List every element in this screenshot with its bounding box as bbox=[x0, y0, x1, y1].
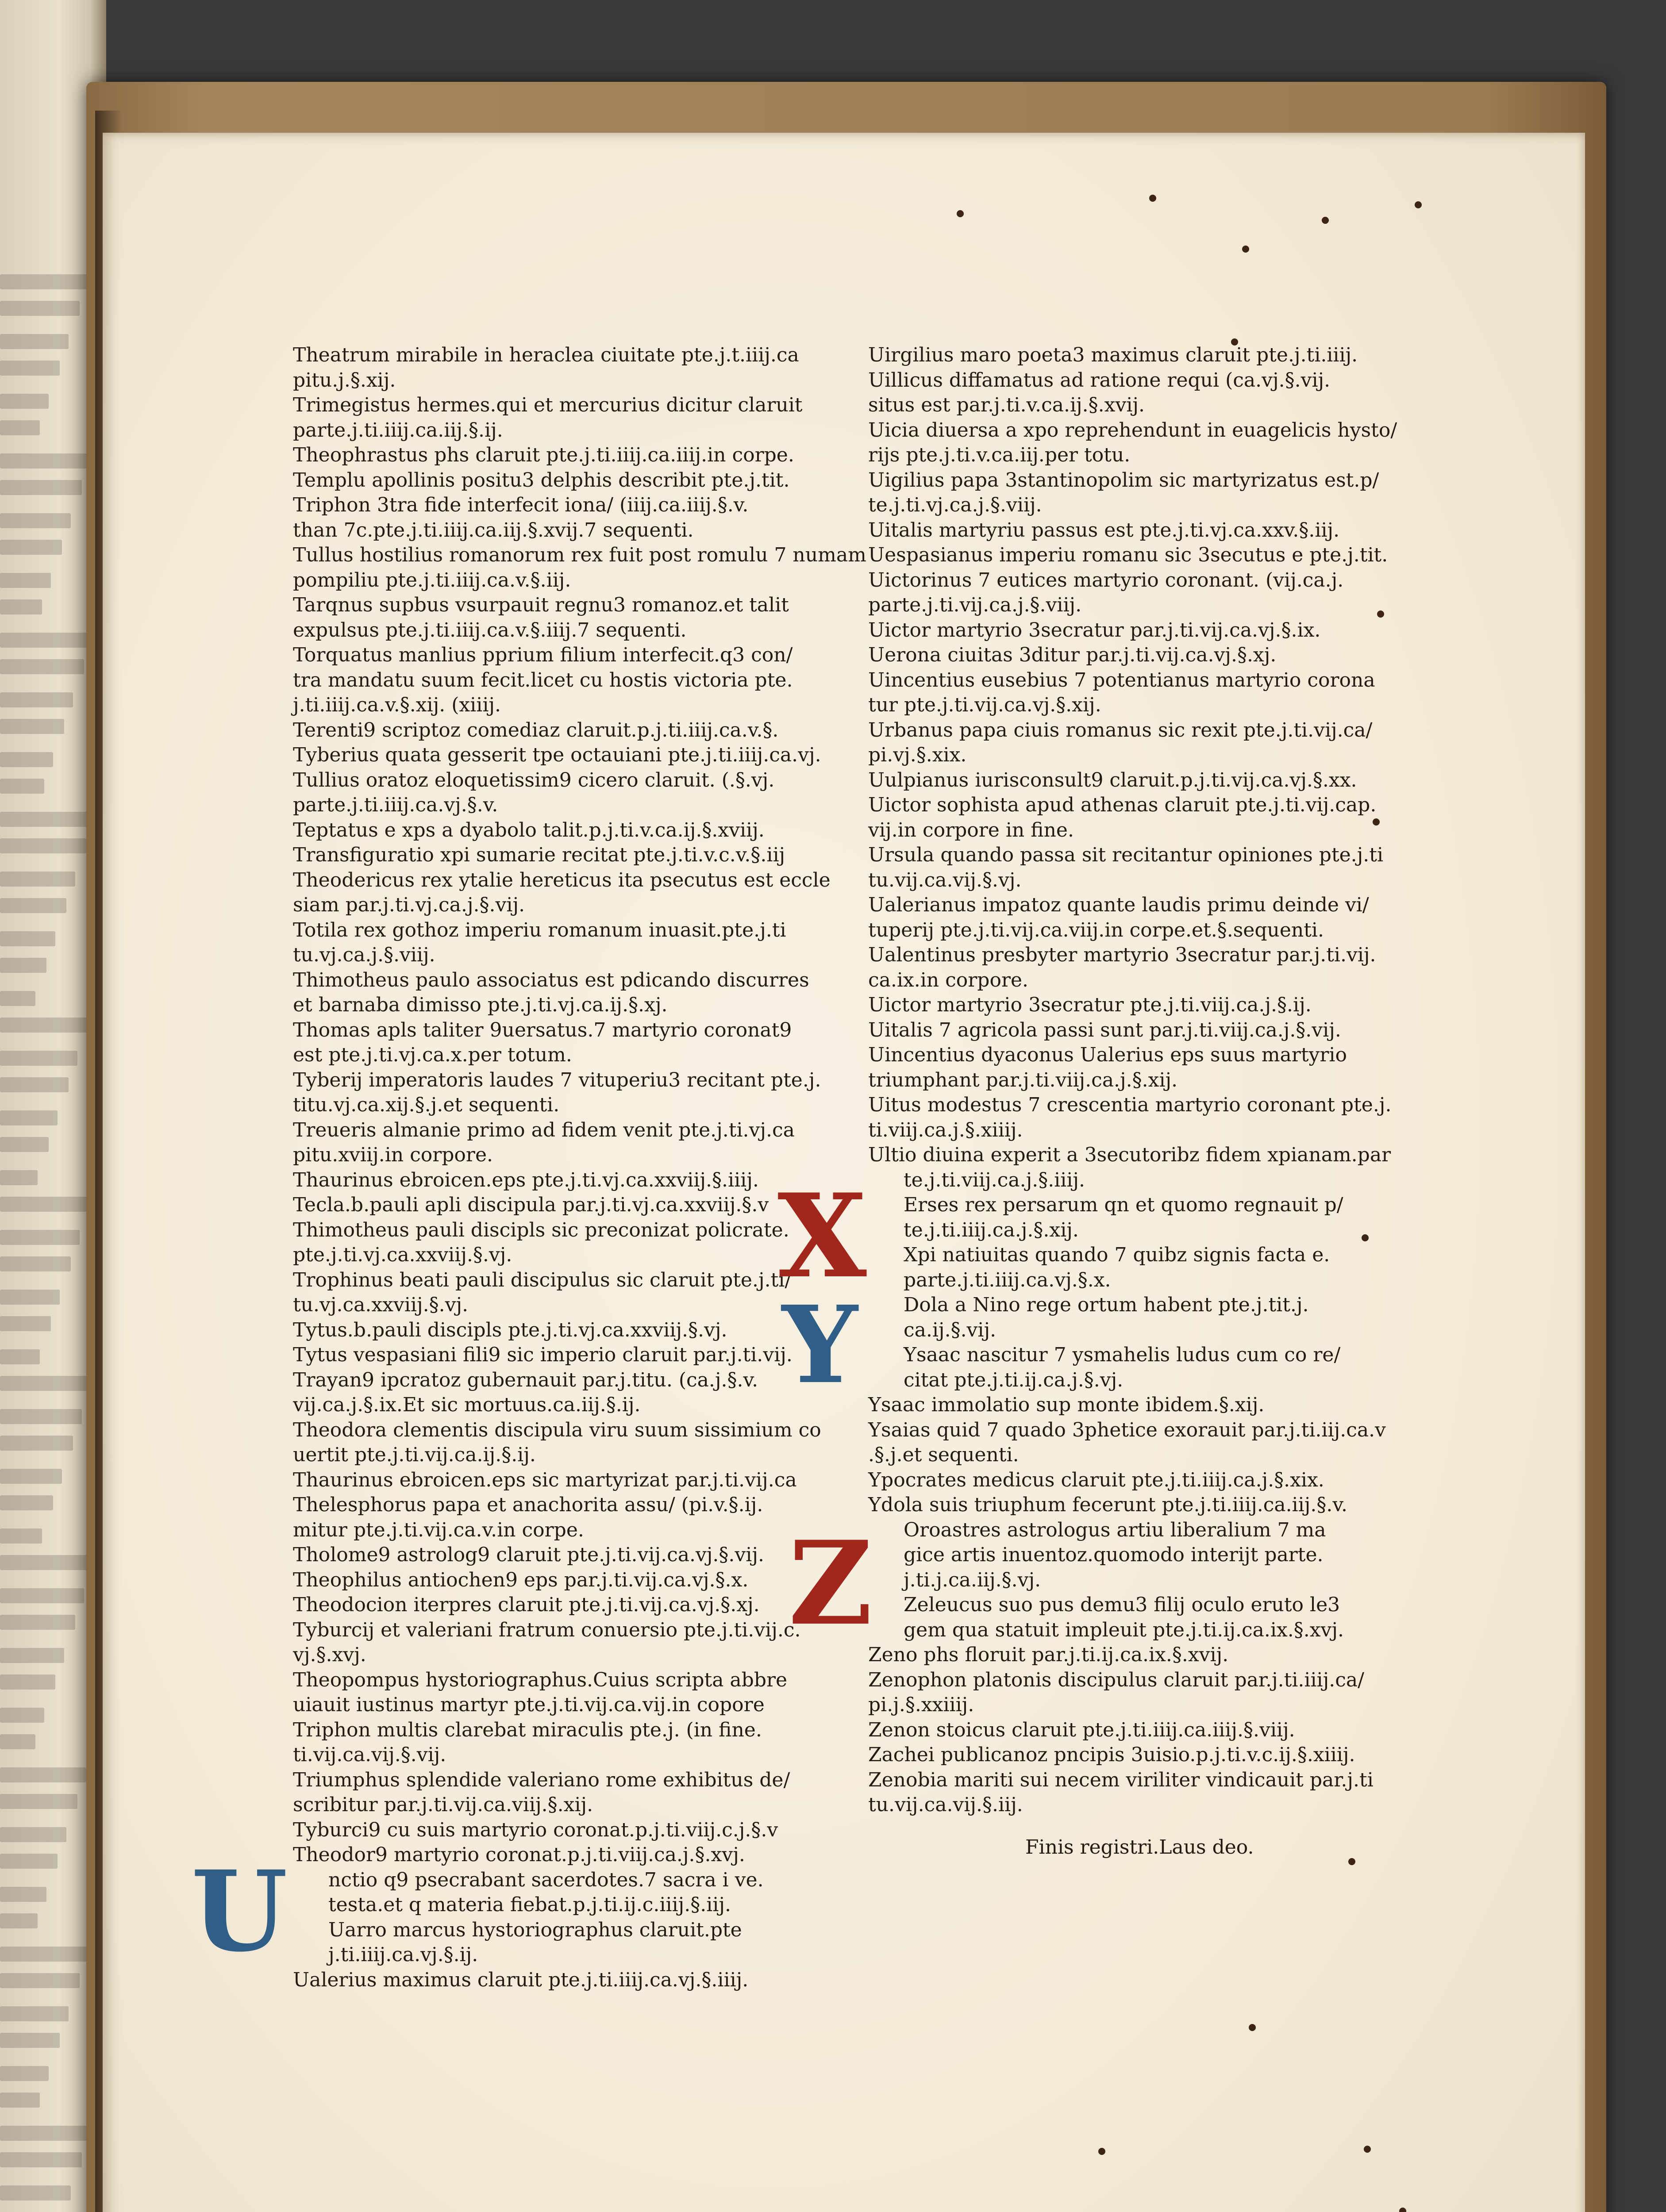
text-line: Tecla.b.pauli apli discipula par.j.ti.vj.ca.xxviij.§.v bbox=[293, 1194, 769, 1216]
text-line: ca.ix.in corpore. bbox=[868, 968, 1029, 991]
wormhole bbox=[1322, 217, 1329, 224]
text-line: Tyberij imperatoris laudes 7 vituperiu3 recitant pte.j. bbox=[293, 1068, 821, 1091]
colophon: Finis registri.Laus deo. bbox=[1025, 1836, 1254, 1859]
text-line: Ydola suis triuphum fecerunt pte.j.ti.iiij.ca.iij.§.v. bbox=[868, 1494, 1347, 1516]
text-line: Thelesphorus papa et anachorita assu/ (pi.v.§.ij. bbox=[293, 1494, 763, 1516]
text-line: Thaurinus ebroicen.eps pte.j.ti.vj.ca.xxviij.§.iiij. bbox=[293, 1168, 759, 1191]
text-line: Ysaac nascitur 7 ysmahelis ludus cum co re/ bbox=[904, 1344, 1341, 1366]
facing-page-text-fragment bbox=[0, 838, 86, 853]
text-line: Uerona ciuitas 3ditur par.j.ti.vij.ca.vj.§.xj. bbox=[868, 644, 1277, 666]
facing-page-text-fragment bbox=[0, 2152, 82, 2167]
text-line: triumphant par.j.ti.viij.ca.j.§.xij. bbox=[868, 1068, 1178, 1091]
facing-page-text-fragment bbox=[0, 752, 53, 767]
facing-page-text-fragment bbox=[0, 1409, 82, 1424]
text-line: pitu.xviij.in corpore. bbox=[293, 1144, 493, 1166]
initial-z: Z bbox=[789, 1516, 873, 1651]
text-line: tur pte.j.ti.vij.ca.vj.§.xij. bbox=[868, 694, 1101, 716]
text-line: Totila rex gothoz imperiu romanum inuasit.pte.j.ti bbox=[293, 918, 786, 941]
text-line: j.ti.iiij.ca.v.§.xij. (xiiij. bbox=[293, 694, 501, 716]
facing-page-text-fragment bbox=[0, 2066, 49, 2081]
text-line: te.j.ti.vj.ca.j.§.viij. bbox=[868, 494, 1042, 516]
facing-page-text-fragment bbox=[0, 453, 91, 469]
text-line: Theodericus rex ytalie hereticus ita psecutus est eccle bbox=[293, 868, 831, 891]
facing-page-text-fragment bbox=[0, 1436, 73, 1451]
text-line: Zeleucus suo pus demu3 filij oculo eruto le3 bbox=[904, 1594, 1340, 1616]
text-line: situs est par.j.ti.v.ca.ij.§.xvij. bbox=[868, 394, 1145, 416]
right-text-column bbox=[868, 343, 1443, 1818]
text-line: Theodocion iterpres claruit pte.j.ti.vij.ca.vj.§.xj. bbox=[293, 1594, 760, 1616]
facing-page-text-fragment bbox=[0, 420, 40, 435]
wormhole bbox=[1364, 2146, 1371, 2153]
facing-page-text-fragment bbox=[0, 779, 44, 794]
text-line: Tullus hostilius romanorum rex fuit post romulu 7 numam bbox=[293, 544, 866, 566]
facing-page-text-fragment bbox=[0, 1495, 53, 1510]
text-line: Trimegistus hermes.qui et mercurius dicitur claruit bbox=[293, 394, 803, 416]
facing-page-text-fragment bbox=[0, 1973, 80, 1988]
text-line: Uictor sophista apud athenas claruit pte.j.ti.vij.cap. bbox=[868, 794, 1377, 816]
text-line: Thimotheus pauli discipls sic preconizat policrate. bbox=[293, 1218, 789, 1241]
text-line: Uitalis martyriu passus est pte.j.ti.vj.ca.xxv.§.iij. bbox=[868, 518, 1340, 541]
text-line: Uirgilius maro poeta3 maximus claruit pte.j.ti.iiij. bbox=[868, 344, 1358, 366]
text-line: tu.vj.ca.j.§.viij. bbox=[293, 944, 435, 966]
facing-page-text-fragment bbox=[0, 480, 82, 495]
text-line: than 7c.pte.j.ti.iiij.ca.iij.§.xvij.7 sequenti. bbox=[293, 518, 694, 541]
text-line: titu.vj.ca.xij.§.j.et sequenti. bbox=[293, 1094, 560, 1116]
text-line: Templu apollinis positu3 delphis describit pte.j.tit. bbox=[293, 469, 790, 492]
text-line: citat pte.j.ti.ij.ca.j.§.vj. bbox=[904, 1368, 1123, 1391]
facing-page-text-fragment bbox=[0, 872, 75, 887]
facing-page-text-fragment bbox=[0, 1674, 55, 1690]
facing-page-text-fragment bbox=[0, 719, 64, 734]
facing-page-text-fragment bbox=[0, 1110, 58, 1125]
facing-page-text-fragment bbox=[0, 334, 69, 349]
facing-page-text-fragment bbox=[0, 1376, 93, 1391]
text-line: gem qua statuit impleuit pte.j.ti.ij.ca.ix.§.xvj. bbox=[904, 1618, 1344, 1641]
facing-page-text-fragment bbox=[0, 361, 60, 376]
facing-page-text-fragment bbox=[0, 1648, 64, 1663]
text-line: pi.j.§.xxiiij. bbox=[868, 1694, 974, 1716]
text-line: Uicia diuersa a xpo reprehendunt in euagelicis hysto/ bbox=[868, 419, 1397, 442]
facing-page-text-fragment bbox=[0, 633, 93, 648]
facing-page-text-fragment bbox=[0, 659, 84, 674]
facing-page-text-fragment bbox=[0, 1913, 38, 1928]
text-line: Tyburci9 cu suis martyrio coronat.p.j.ti.viij.c.j.§.v bbox=[293, 1818, 778, 1841]
facing-page-text-fragment bbox=[0, 692, 73, 707]
text-line: Xpi natiuitas quando 7 quibz signis facta e. bbox=[904, 1244, 1330, 1266]
text-line: Terenti9 scriptoz comediaz claruit.p.j.ti.iiij.ca.v.§. bbox=[293, 718, 779, 741]
text-line: uiauit iustinus martyr pte.j.ti.vij.ca.vij.in copore bbox=[293, 1694, 765, 1716]
text-line: Thaurinus ebroicen.eps sic martyrizat par.j.ti.vij.ca bbox=[293, 1468, 797, 1491]
facing-page-text-fragment bbox=[0, 1767, 86, 1782]
facing-page-text-fragment bbox=[0, 1588, 84, 1603]
text-line: Uictor martyrio 3secratur pte.j.ti.viij.ca.j.§.ij. bbox=[868, 994, 1312, 1016]
facing-page-text-fragment bbox=[0, 1734, 35, 1749]
facing-page-text-fragment bbox=[0, 1615, 75, 1630]
facing-page-text-fragment bbox=[0, 931, 55, 946]
text-line: Transfiguratio xpi sumarie recitat pte.j.ti.v.c.v.§.iij bbox=[293, 844, 785, 866]
text-line: Zenobia mariti sui necem viriliter vindicauit par.j.ti bbox=[868, 1768, 1374, 1791]
text-line: Uillicus diffamatus ad ratione requi (ca.vj.§.vij. bbox=[868, 369, 1331, 392]
text-line: Theodora clementis discipula viru suum sissimium co bbox=[293, 1418, 821, 1441]
facing-page-text-fragment bbox=[0, 1051, 77, 1066]
text-line: Triumphus splendide valeriano rome exhibitus de/ bbox=[293, 1768, 790, 1791]
text-line: Uitus modestus 7 crescentia martyrio coronant pte.j. bbox=[868, 1094, 1392, 1116]
text-line: te.j.ti.viij.ca.j.§.iiij. bbox=[904, 1168, 1085, 1191]
text-line: nctio q9 psecrabant sacerdotes.7 sacra i ve. bbox=[328, 1868, 764, 1891]
text-line: Thomas apls taliter 9uersatus.7 martyrio coronat9 bbox=[293, 1018, 792, 1041]
text-line: vij.ca.j.§.ix.Et sic mortuus.ca.iij.§.ij. bbox=[293, 1394, 641, 1416]
text-line: Tyberius quata gesserit tpe octauiani pte.j.ti.iiij.ca.vj. bbox=[293, 744, 821, 766]
text-line: Zeno phs floruit par.j.ti.ij.ca.ix.§.xvij. bbox=[868, 1644, 1229, 1666]
wormhole bbox=[957, 210, 964, 217]
facing-page-text-fragment bbox=[0, 812, 95, 827]
text-line: Erses rex persarum qn et quomo regnauit p/ bbox=[904, 1194, 1343, 1216]
text-line: Torquatus manlius pprium filium interfecit.q3 con/ bbox=[293, 644, 793, 666]
facing-page-text-fragment bbox=[0, 2185, 71, 2200]
facing-page-text-fragment bbox=[0, 1794, 77, 1809]
facing-page-text-fragment bbox=[0, 301, 80, 316]
text-line: parte.j.ti.iiij.ca.vj.§.v. bbox=[293, 794, 498, 816]
text-line: Uictor martyrio 3secratur par.j.ti.vij.ca.vj.§.ix. bbox=[868, 618, 1321, 641]
text-line: Tullius oratoz eloquetissim9 cicero claruit. (.§.vj. bbox=[293, 768, 775, 791]
text-line: Tytus vespasiani fili9 sic imperio claruit par.j.ti.vij. bbox=[293, 1344, 793, 1366]
text-line: est pte.j.ti.vj.ca.x.per totum. bbox=[293, 1044, 572, 1066]
text-line: ti.vij.ca.vij.§.vij. bbox=[293, 1743, 446, 1766]
text-line: pitu.j.§.xij. bbox=[293, 369, 396, 392]
text-line: pi.vj.§.xix. bbox=[868, 744, 967, 766]
text-line: Uespasianus imperiu romanu sic 3secutus e pte.j.tit. bbox=[868, 544, 1388, 566]
wormhole bbox=[1098, 2148, 1105, 2155]
text-line: tra mandatu suum fecit.licet cu hostis victoria pte. bbox=[293, 668, 793, 691]
text-line: pte.j.ti.vj.ca.xxviij.§.vj. bbox=[293, 1244, 512, 1266]
facing-page-text-fragment bbox=[0, 1256, 71, 1271]
facing-page-text-fragment bbox=[0, 1316, 51, 1331]
text-line: uertit pte.j.ti.vij.ca.ij.§.ij. bbox=[293, 1444, 536, 1466]
text-line: ca.ij.§.vij. bbox=[904, 1318, 997, 1341]
facing-page-text-fragment bbox=[0, 991, 35, 1006]
facing-page-text-fragment bbox=[0, 1947, 88, 1962]
text-line: Urbanus papa ciuis romanus sic rexit pte.j.ti.vij.ca/ bbox=[868, 718, 1373, 741]
text-line: Ualerius maximus claruit pte.j.ti.iiij.ca.vj.§.iiij. bbox=[293, 1968, 749, 1991]
facing-page-text-fragment bbox=[0, 1170, 38, 1185]
text-line: Ualerianus impatoz quante laudis primu deinde vi/ bbox=[868, 894, 1369, 916]
text-line: Ysaias quid 7 quado 3phetice exorauit par.j.ti.iij.ca.v bbox=[868, 1418, 1386, 1441]
initial-x: X bbox=[777, 1169, 867, 1304]
facing-page-text-fragment bbox=[0, 1887, 46, 1902]
text-line: Uitalis 7 agricola passi sunt par.j.ti.viij.ca.j.§.vij. bbox=[868, 1018, 1341, 1041]
facing-page-text-fragment bbox=[0, 274, 88, 289]
facing-page-text-fragment bbox=[0, 513, 71, 528]
wormhole bbox=[1415, 201, 1422, 208]
text-line: Uarro marcus hystoriographus claruit.pte bbox=[328, 1918, 742, 1941]
facing-page-text-fragment bbox=[0, 573, 51, 588]
facing-page-text-fragment bbox=[0, 2126, 91, 2141]
text-line: tu.vj.ca.xxviij.§.vj. bbox=[293, 1294, 469, 1316]
text-line: Dola a Nino rege ortum habent pte.j.tit.j. bbox=[904, 1294, 1309, 1316]
text-line: Theatrum mirabile in heraclea ciuitate pte.j.t.iiij.ca bbox=[293, 344, 799, 366]
text-line: Treueris almanie primo ad fidem venit pte.j.ti.vj.ca bbox=[293, 1118, 795, 1141]
facing-page-text-fragment bbox=[0, 958, 46, 973]
facing-page-text-fragment bbox=[0, 1708, 44, 1723]
facing-page-text-fragment bbox=[0, 1077, 69, 1092]
facing-page-text-fragment bbox=[0, 1555, 95, 1570]
text-line: Theopompus hystoriographus.Cuius scripta abbre bbox=[293, 1668, 788, 1691]
page bbox=[103, 133, 1585, 2212]
text-line: Tyburcij et valeriani fratrum conuersio pte.j.ti.vij.c. bbox=[293, 1618, 801, 1641]
text-line: j.ti.j.ca.iij.§.vj. bbox=[904, 1568, 1041, 1591]
text-line: expulsus pte.j.ti.iiij.ca.v.§.iiij.7 sequenti. bbox=[293, 618, 687, 641]
facing-page-text-fragment bbox=[0, 1290, 60, 1305]
facing-page-text-fragment bbox=[0, 540, 62, 555]
text-line: Ultio diuina experit a 3secutoribz fidem xpianam.par bbox=[868, 1144, 1391, 1166]
text-line: testa.et q materia fiebat.p.j.ti.ij.c.iiij.§.iij. bbox=[328, 1893, 731, 1916]
text-line: Uulpianus iurisconsult9 claruit.p.j.ti.vij.ca.vj.§.xx. bbox=[868, 768, 1357, 791]
text-line: Zenon stoicus claruit pte.j.ti.iiij.ca.iiij.§.viij. bbox=[868, 1718, 1295, 1741]
text-line: Tytus.b.pauli discipls pte.j.ti.vj.ca.xxviij.§.vj. bbox=[293, 1318, 727, 1341]
facing-page-text-fragment bbox=[0, 2033, 60, 2048]
text-line: Ysaac immolatio sup monte ibidem.§.xij. bbox=[868, 1394, 1265, 1416]
text-line: vj.§.xvj. bbox=[293, 1644, 366, 1666]
initial-y: Y bbox=[782, 1283, 858, 1407]
text-line: .§.j.et sequenti. bbox=[868, 1444, 1019, 1466]
text-line: Ualentinus presbyter martyrio 3secratur par.j.ti.vij. bbox=[868, 944, 1376, 966]
text-line: ti.viij.ca.j.§.xiiij. bbox=[868, 1118, 1023, 1141]
facing-page-text-fragment bbox=[0, 394, 49, 409]
text-line: siam par.j.ti.vj.ca.j.§.vij. bbox=[293, 894, 525, 916]
facing-page-text-fragment bbox=[0, 2006, 69, 2021]
text-line: parte.j.ti.iiij.ca.vj.§.x. bbox=[904, 1268, 1111, 1291]
wormhole bbox=[1399, 2208, 1406, 2212]
facing-page-text-fragment bbox=[0, 599, 42, 614]
facing-page-text-fragment bbox=[0, 1827, 66, 1842]
text-line: Ypocrates medicus claruit pte.j.ti.iiij.ca.j.§.xix. bbox=[868, 1468, 1324, 1491]
facing-page-text-fragment bbox=[0, 898, 66, 913]
text-line: Theophrastus phs claruit pte.j.ti.iiij.ca.iiij.in corpe. bbox=[293, 444, 794, 466]
text-line: scribitur par.j.ti.vij.ca.viij.§.xij. bbox=[293, 1793, 593, 1816]
facing-page-text-fragment bbox=[0, 1230, 80, 1245]
text-line: Uigilius papa 3stantinopolim sic martyrizatus est.p/ bbox=[868, 469, 1379, 492]
text-line: tu.vij.ca.vij.§.vj. bbox=[868, 868, 1022, 891]
text-line: vij.in corpore in fine. bbox=[868, 818, 1074, 841]
text-line: pompiliu pte.j.ti.iiij.ca.v.§.iij. bbox=[293, 568, 571, 591]
text-line: tuperij pte.j.ti.vij.ca.viij.in corpe.et.§.sequenti. bbox=[868, 918, 1324, 941]
text-line: te.j.ti.iiij.ca.j.§.xij. bbox=[904, 1218, 1079, 1241]
text-line: Ursula quando passa sit recitantur opiniones pte.j.ti bbox=[868, 844, 1384, 866]
text-line: Uincentius dyaconus Ualerius eps suus martyrio bbox=[868, 1044, 1347, 1066]
text-line: Uincentius eusebius 7 potentianus martyrio corona bbox=[868, 668, 1375, 691]
facing-page-text-fragment bbox=[0, 1469, 62, 1484]
facing-page-text-fragment bbox=[0, 1528, 42, 1544]
wormhole bbox=[1348, 1858, 1355, 1865]
text-line: Trayan9 ipcratoz gubernauit par.j.titu. (ca.j.§.v. bbox=[293, 1368, 758, 1391]
facing-page-text-fragment bbox=[0, 1137, 49, 1152]
text-line: mitur pte.j.ti.vij.ca.v.in corpe. bbox=[293, 1518, 584, 1541]
facing-page-text-fragment bbox=[0, 1349, 40, 1364]
text-line: rijs pte.j.ti.v.ca.iij.per totu. bbox=[868, 444, 1131, 466]
facing-page-text-fragment bbox=[0, 1854, 58, 1869]
facing-page-text-fragment bbox=[0, 1018, 88, 1033]
wormhole bbox=[1249, 2024, 1256, 2031]
text-line: Tholome9 astrolog9 claruit pte.j.ti.vij.ca.vj.§.vij. bbox=[293, 1544, 764, 1566]
left-text-column bbox=[293, 343, 864, 1993]
text-line: Trophinus beati pauli discipulus sic claruit pte.j.ti/ bbox=[293, 1268, 792, 1291]
text-line: tu.vij.ca.vij.§.iij. bbox=[868, 1793, 1023, 1816]
initial-u: U bbox=[191, 1846, 288, 1976]
text-line: et barnaba dimisso pte.j.ti.vj.ca.ij.§.xj. bbox=[293, 994, 668, 1016]
text-line: Tarqnus supbus vsurpauit regnu3 romanoz.et talit bbox=[293, 594, 789, 616]
text-line: Theodor9 martyrio coronat.p.j.ti.viij.ca.j.§.xvj. bbox=[293, 1843, 745, 1866]
text-line: gice artis inuentoz.quomodo interijt parte. bbox=[904, 1544, 1324, 1566]
facing-page-text-fragment bbox=[0, 1197, 91, 1212]
wormhole bbox=[1242, 246, 1249, 253]
text-line: Thimotheus paulo associatus est pdicando discurres bbox=[293, 968, 809, 991]
text-line: parte.j.ti.iiij.ca.iij.§.ij. bbox=[293, 419, 503, 442]
text-line: j.ti.iiij.ca.vj.§.ij. bbox=[328, 1943, 478, 1966]
facing-page-text-fragment bbox=[0, 2093, 40, 2108]
text-line: Teptatus e xps a dyabolo talit.p.j.ti.v.ca.ij.§.xviij. bbox=[293, 818, 765, 841]
text-line: Uictorinus 7 eutices martyrio coronant. (vij.ca.j. bbox=[868, 568, 1344, 591]
text-line: parte.j.ti.vij.ca.j.§.viij. bbox=[868, 594, 1082, 616]
text-line: Zenophon platonis discipulus claruit par.j.ti.iiij.ca/ bbox=[868, 1668, 1364, 1691]
text-line: Oroastres astrologus artiu liberalium 7 ma bbox=[904, 1518, 1326, 1541]
text-line: Triphon multis clarebat miraculis pte.j. (in fine. bbox=[293, 1718, 762, 1741]
text-line: Zachei publicanoz pncipis 3uisio.p.j.ti.v.c.ij.§.xiiij. bbox=[868, 1743, 1355, 1766]
wormhole bbox=[1149, 195, 1156, 202]
text-line: Triphon 3tra fide interfecit iona/ (iiij.ca.iiij.§.v. bbox=[293, 494, 749, 516]
text-line: Theophilus antiochen9 eps par.j.ti.vij.ca.vj.§.x. bbox=[293, 1568, 749, 1591]
